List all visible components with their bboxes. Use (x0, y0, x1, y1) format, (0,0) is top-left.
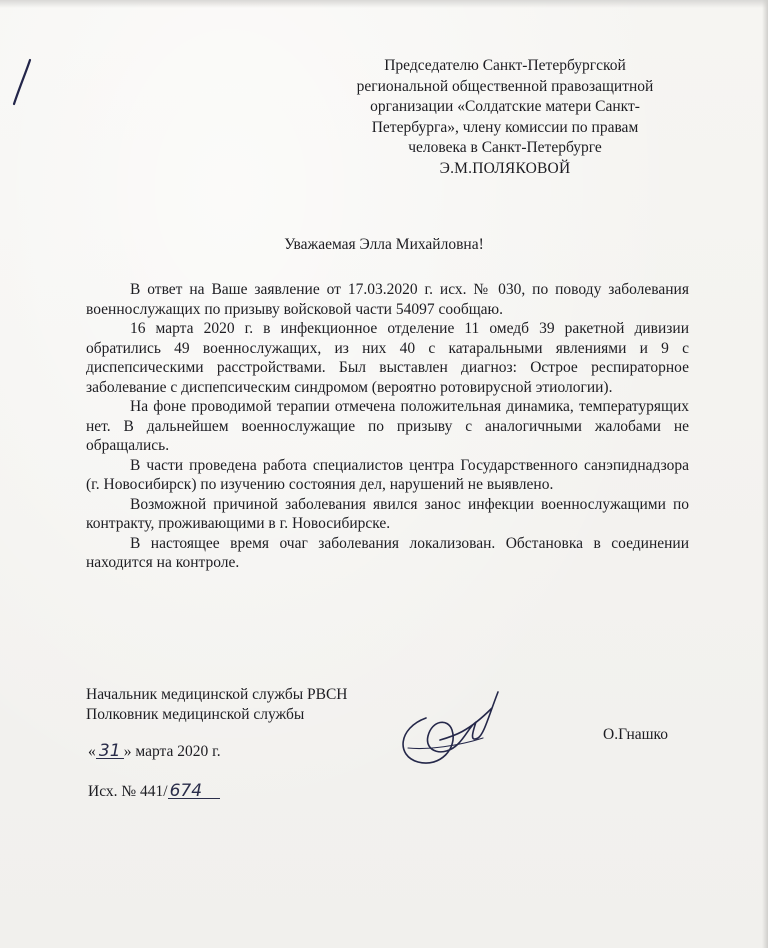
outgoing-number-label: Исх. № 441/ (88, 783, 168, 800)
addressee-line-2: региональной общественной правозащитной (356, 77, 654, 95)
date-day-handwritten: 31 (96, 744, 124, 759)
addressee-line-3: организации «Солдатские матери Санкт- (370, 98, 640, 115)
letter-body (86, 280, 689, 573)
paragraph-3: На фоне проводимой терапии отмечена положительная динамика, температурящих нет. В дальнейшем военнослужащие по призыву с аналогичными жалобами не обращались. (86, 398, 689, 454)
salutation: Уважаемая Элла Михайловна! (284, 236, 484, 253)
paragraph-6: В настоящее время очаг заболевания локализован. Обстановка в соединении находится на контроле. (86, 534, 689, 571)
signatory-title-line-1: Начальник медицинской службы РВСН (86, 686, 348, 703)
paragraph-2: 16 марта 2020 г. в инфекционное отделение 11 омедб 39 ракетной дивизии обратились 49 военнослужащих, из них 40 с катаральными явлениями и 9 с диспепсическими расстройствами. Был выставлен диагноз: Острое респираторное заболевание с диспепсическим синдромом (вероятно ротовирусной этиологии). (86, 320, 689, 396)
paragraph-4: В части проведена работа специалистов центра Государственного санэпиднадзора (г. Новосибирск) по изучению состояния дел, нарушений не выявлено. (86, 456, 689, 493)
scan-top-edge (0, 0, 768, 8)
signatory-title-line-2: Полковник медицинской службы (86, 706, 305, 723)
date-open-quote: « (88, 743, 96, 760)
date-month-year: марта 2020 г. (135, 743, 221, 760)
outgoing-number-handwritten: 674 (168, 784, 220, 799)
signatory-name: О.Гнашко (603, 726, 669, 743)
outgoing-number (88, 783, 220, 801)
paragraph-5: Возможной причиной заболевания явился занос инфекции военнослужащими по контракту, проживающими в г. Новосибирске. (86, 495, 689, 532)
addressee-block (330, 56, 680, 179)
addressee-name: Э.М.ПОЛЯКОВОЙ (439, 159, 571, 177)
addressee-line-5: человека в Санкт-Петербурге (408, 139, 602, 156)
margin-pen-mark (8, 58, 38, 108)
date-close-quote: » (123, 743, 132, 760)
letter-date (88, 743, 221, 761)
paragraph-1: В ответ на Ваше заявление от 17.03.2020 г. исх. № 030, по поводу заболевания военнослужащих по призыву войсковой части 54097 сообщаю. (86, 281, 689, 318)
signatory-title (86, 685, 348, 725)
handwritten-signature (388, 678, 508, 773)
addressee-line-1: Председателю Санкт-Петербургской (384, 57, 626, 74)
scan-right-edge (762, 0, 768, 948)
addressee-line-4: Петербурга», члену комиссии по правам (371, 118, 639, 136)
